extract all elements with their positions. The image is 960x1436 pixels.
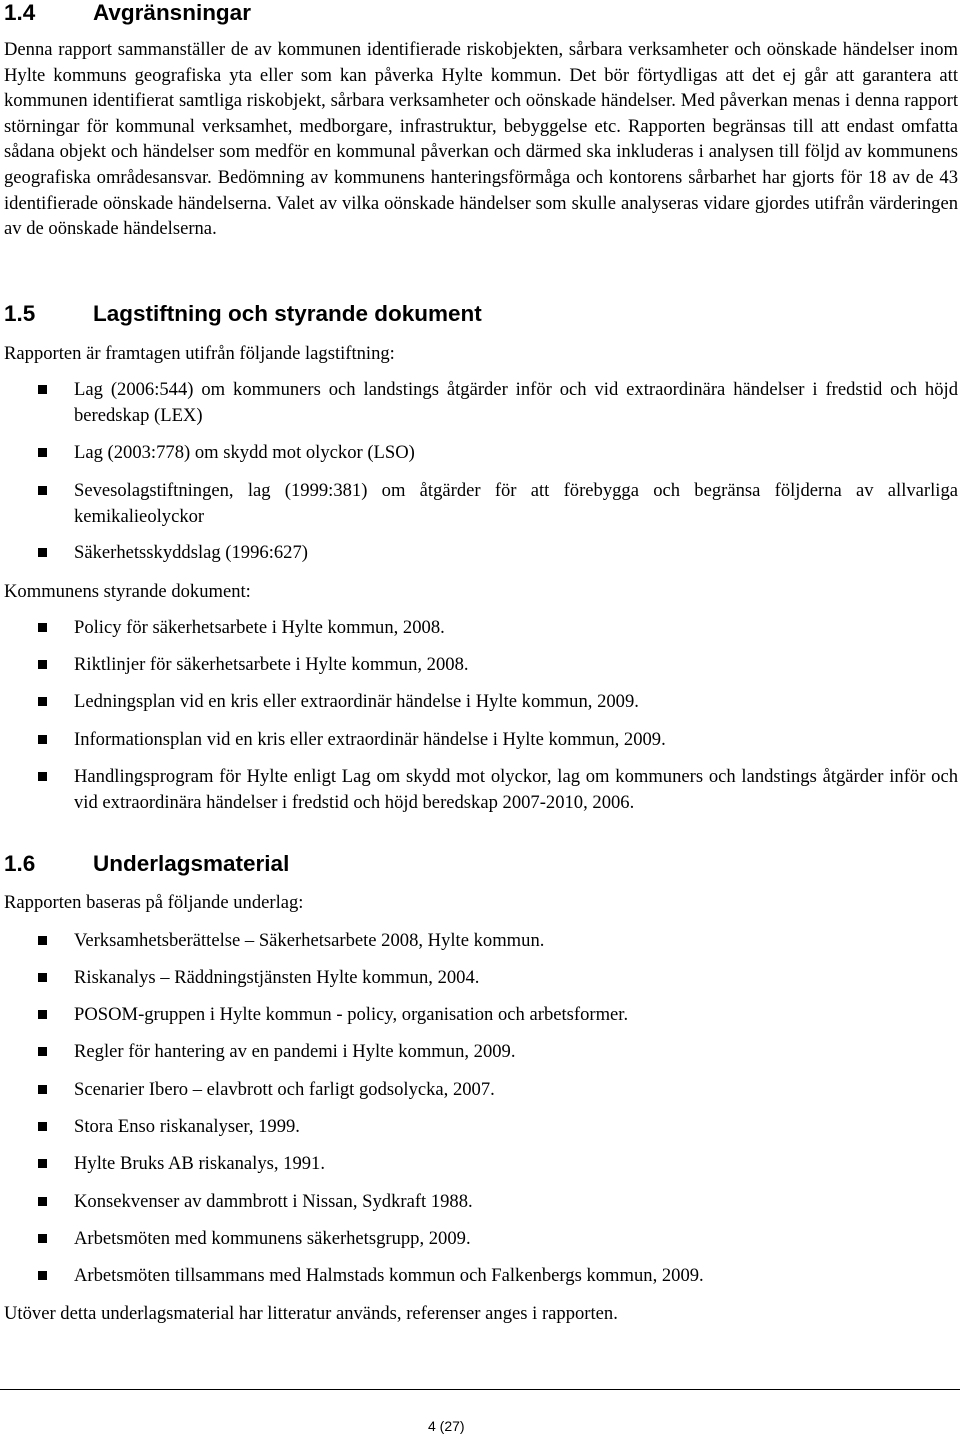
section-number: 1.5 — [4, 301, 36, 326]
list-item: Regler för hantering av en pandemi i Hylte kommun, 2009. — [0, 1039, 958, 1065]
sources-intro: Rapporten baseras på följande underlag: — [4, 892, 304, 913]
documents-intro: Kommunens styrande dokument: — [4, 581, 251, 602]
list-item: Stora Enso riskanalyser, 1999. — [0, 1114, 958, 1140]
scope-paragraph: Denna rapport sammanställer de av kommunen identifierade riskobjekten, sårbara verksamheter och oönskade händelser inom Hylte kommuns geografiska yta eller som kan påverka Hylte kommun. Det bör förtydligas att det ej går att garantera att kommunen identifierat samtliga riskobjekt, sårbara verksamheter och oönskade händelser. Med påverkan menas i denna rapport störningar för kommunal verksamhet, medborgare, infrastruktur, bebyggelse etc. Rapporten begränsas till att endast omfatta sådana objekt och händelser som medför en kommunal påverkan och därmed ska inkluderas i analysen till följd av kommunens geografiska områdesansvar. Bedömning av kommunens hanteringsförmåga och kontorens sårbarhet har gjorts för 18 av de 43 identifierade oönskade händelserna. Valet av vilka oönskade händelser som skulle analyseras vidare gjordes utifrån värderingen av de oönskade händelserna. — [4, 39, 958, 240]
square-bullet-icon — [38, 623, 47, 632]
closing-sentence: Utöver detta underlagsmaterial har litteratur används, referenser anges i rapporten. — [4, 1303, 618, 1324]
square-bullet-icon — [38, 772, 47, 781]
square-bullet-icon — [38, 660, 47, 669]
square-bullet-icon — [38, 486, 47, 495]
list-item: Policy för säkerhetsarbete i Hylte kommun, 2008. — [0, 615, 958, 641]
section-number: 1.4 — [4, 0, 36, 25]
list-item: Riktlinjer för säkerhetsarbete i Hylte kommun, 2008. — [0, 652, 958, 678]
square-bullet-icon — [38, 1047, 47, 1056]
square-bullet-icon — [38, 697, 47, 706]
laws-intro: Rapporten är framtagen utifrån följande lagstiftning: — [4, 343, 395, 364]
list-item: Konsekvenser av dammbrott i Nissan, Sydkraft 1988. — [0, 1189, 958, 1215]
square-bullet-icon — [38, 1159, 47, 1168]
section-title: Underlagsmaterial — [93, 851, 290, 876]
list-item: POSOM-gruppen i Hylte kommun - policy, organisation och arbetsformer. — [0, 1002, 958, 1028]
list-item: Ledningsplan vid en kris eller extraordinär händelse i Hylte kommun, 2009. — [0, 689, 958, 715]
square-bullet-icon — [38, 448, 47, 457]
section-heading-1-6 — [4, 851, 289, 877]
square-bullet-icon — [38, 1271, 47, 1280]
list-item: Lag (2003:778) om skydd mot olyckor (LSO) — [0, 440, 958, 466]
list-item: Verksamhetsberättelse – Säkerhetsarbete 2008, Hylte kommun. — [0, 928, 958, 954]
footer-divider — [0, 1389, 960, 1390]
page-number: 4 (27) — [428, 1418, 465, 1434]
square-bullet-icon — [38, 1010, 47, 1019]
square-bullet-icon — [38, 548, 47, 557]
list-item: Hylte Bruks AB riskanalys, 1991. — [0, 1151, 958, 1177]
section-heading-1-4 — [4, 0, 251, 26]
list-item: Informationsplan vid en kris eller extraordinär händelse i Hylte kommun, 2009. — [0, 727, 958, 753]
square-bullet-icon — [38, 735, 47, 744]
list-item: Arbetsmöten med kommunens säkerhetsgrupp, 2009. — [0, 1226, 958, 1252]
list-item: Riskanalys – Räddningstjänsten Hylte kommun, 2004. — [0, 965, 958, 991]
square-bullet-icon — [38, 385, 47, 394]
square-bullet-icon — [38, 1085, 47, 1094]
section-title: Lagstiftning och styrande dokument — [93, 301, 482, 326]
section-number: 1.6 — [4, 851, 36, 876]
square-bullet-icon — [38, 1122, 47, 1131]
section-title: Avgränsningar — [93, 0, 251, 25]
square-bullet-icon — [38, 973, 47, 982]
list-item: Arbetsmöten tillsammans med Halmstads kommun och Falkenbergs kommun, 2009. — [0, 1263, 958, 1289]
square-bullet-icon — [38, 1197, 47, 1206]
list-item: Sevesolagstiftningen, lag (1999:381) om åtgärder för att förebygga och begränsa följderna av allvarliga kemikalieolyckor — [0, 478, 958, 529]
list-item: Lag (2006:544) om kommuners och landstings åtgärder inför och vid extraordinära händelser i fredstid och höjd beredskap (LEX) — [0, 377, 958, 428]
square-bullet-icon — [38, 1234, 47, 1243]
list-item: Scenarier Ibero – elavbrott och farligt godsolycka, 2007. — [0, 1077, 958, 1103]
section-heading-1-5 — [4, 301, 482, 327]
square-bullet-icon — [38, 936, 47, 945]
list-item: Säkerhetsskyddslag (1996:627) — [0, 540, 958, 566]
list-item: Handlingsprogram för Hylte enligt Lag om skydd mot olyckor, lag om kommuners och landstings åtgärder inför och vid extraordinära händelser i fredstid och höjd beredskap 2007-2010, 2006. — [0, 764, 958, 815]
